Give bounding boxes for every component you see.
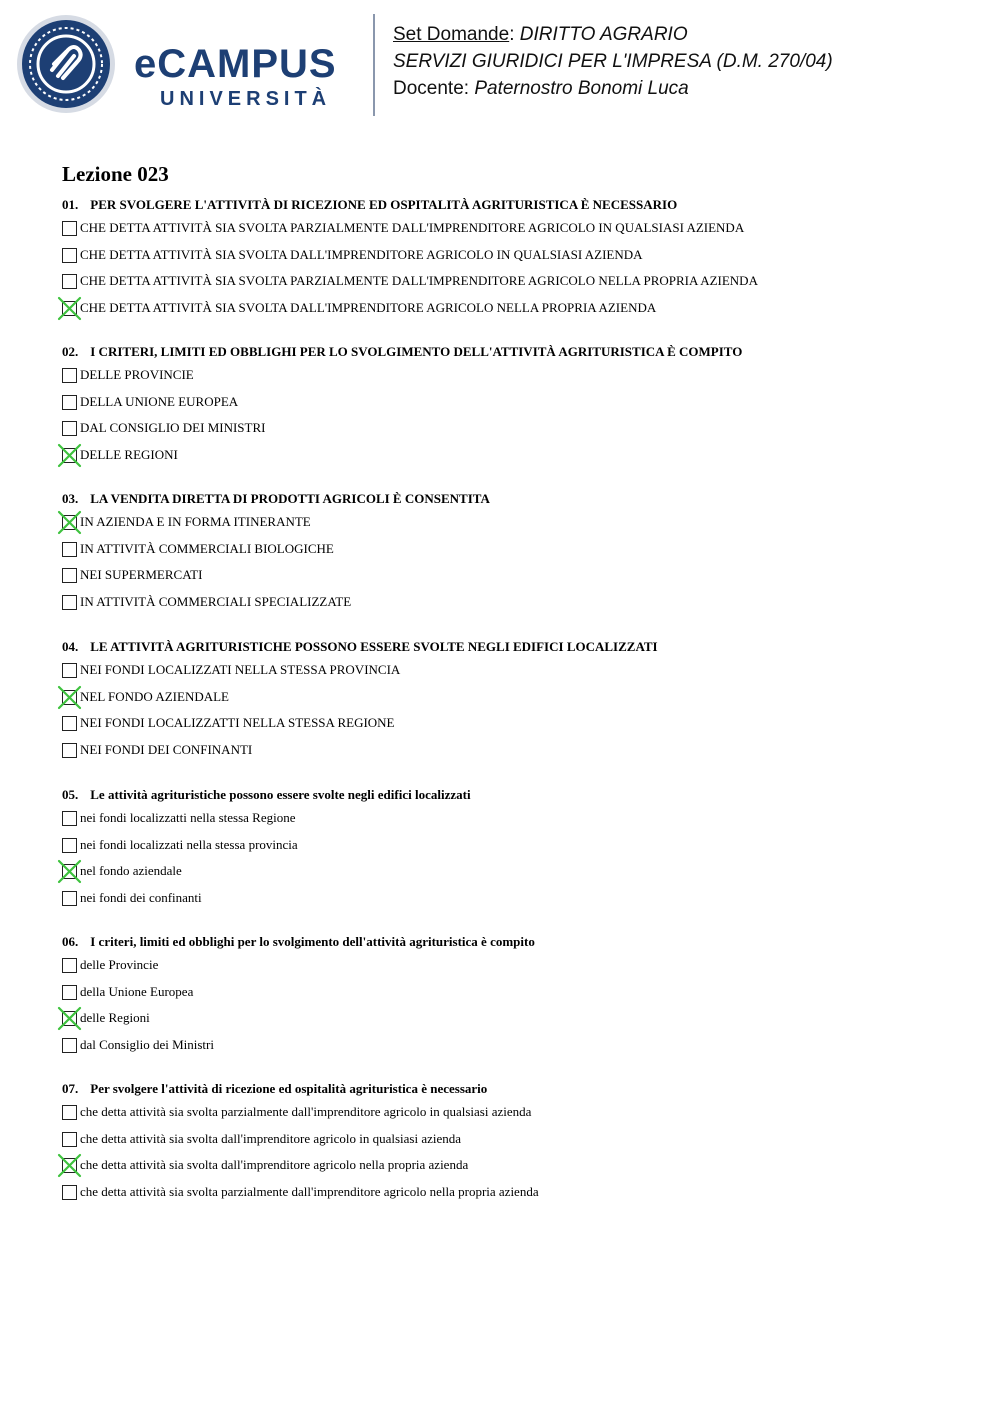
correct-answer-cross-icon bbox=[56, 509, 83, 536]
lesson-title: Lezione 023 bbox=[62, 162, 169, 186]
checkbox-unchecked bbox=[62, 542, 77, 557]
question-title bbox=[62, 491, 490, 507]
question-number: 01. bbox=[62, 197, 79, 212]
answer-option-text: IN ATTIVITÀ COMMERCIALI BIOLOGICHE bbox=[80, 540, 334, 556]
question-text: LA VENDITA DIRETTA DI PRODOTTI AGRICOLI È CONSENTITA bbox=[90, 491, 490, 506]
university-emblem-icon bbox=[16, 14, 116, 114]
logo-brand-text: eCAMPUS bbox=[134, 42, 337, 86]
answer-option-text: nei fondi localizzati nella stessa provincia bbox=[80, 836, 298, 852]
answer-option-text: NEI FONDI LOCALIZZATI NELLA STESSA PROVINCIA bbox=[80, 662, 401, 677]
question-number: 04. bbox=[62, 639, 79, 654]
checkbox-unchecked bbox=[62, 248, 77, 263]
university-logo bbox=[134, 44, 358, 114]
answer-option-text: DAL CONSIGLIO DEI MINISTRI bbox=[80, 420, 266, 435]
question-text: PER SVOLGERE L'ATTIVITÀ DI RICEZIONE ED OSPITALITÀ AGRITURISTICA È NECESSARIO bbox=[90, 197, 678, 212]
teacher-name: Paternostro Bonomi Luca bbox=[474, 78, 689, 99]
answer-option-text: che detta attività sia svolta dall'imprenditore agricolo in qualsiasi azienda bbox=[80, 1130, 462, 1146]
question-number: 06. bbox=[62, 934, 79, 949]
answer-option-text: che detta attività sia svolta dall'imprenditore agricolo nella propria azienda bbox=[80, 1157, 469, 1172]
question-text: Per svolgere l'attività di ricezione ed ospitalità agrituristica è necessario bbox=[90, 1081, 488, 1096]
answer-option-text: dal Consiglio dei Ministri bbox=[80, 1036, 214, 1052]
correct-answer-cross-icon bbox=[56, 295, 83, 322]
teacher-line bbox=[393, 78, 689, 100]
checkbox-unchecked bbox=[62, 838, 77, 853]
checkbox-unchecked bbox=[62, 1132, 77, 1147]
answer-option-text: delle Provincie bbox=[80, 957, 159, 972]
answer-option-text: CHE DETTA ATTIVITÀ SIA SVOLTA DALL'IMPRENDITORE AGRICOLO NELLA PROPRIA AZIENDA bbox=[80, 299, 657, 315]
question-number: 03. bbox=[62, 491, 79, 506]
answer-option-text: DELLA UNIONE EUROPEA bbox=[80, 393, 239, 409]
answer-option-text: IN ATTIVITÀ COMMERCIALI SPECIALIZZATE bbox=[80, 593, 352, 609]
answer-option-text: NEI FONDI DEI CONFINANTI bbox=[80, 741, 253, 757]
set-label: Set Domande bbox=[393, 24, 510, 45]
question-title bbox=[62, 787, 471, 803]
question-text: I CRITERI, LIMITI ED OBBLIGHI PER LO SVOLGIMENTO DELL'ATTIVITÀ AGRITURISTICA È COMPITO bbox=[90, 344, 743, 359]
checkbox-unchecked bbox=[62, 811, 77, 826]
question-title bbox=[62, 1081, 487, 1097]
checkbox-unchecked bbox=[62, 716, 77, 731]
answer-option-text: CHE DETTA ATTIVITÀ SIA SVOLTA PARZIALMENTE DALL'IMPRENDITORE AGRICOLO NELLA PROPRIA AZIENDA bbox=[80, 273, 758, 288]
answer-option-text: CHE DETTA ATTIVITÀ SIA SVOLTA PARZIALMENTE DALL'IMPRENDITORE AGRICOLO IN QUALSIASI AZIENDA bbox=[80, 220, 745, 235]
answer-option-text: CHE DETTA ATTIVITÀ SIA SVOLTA DALL'IMPRENDITORE AGRICOLO IN QUALSIASI AZIENDA bbox=[80, 246, 643, 262]
checkbox-unchecked bbox=[62, 958, 77, 973]
correct-answer-cross-icon bbox=[56, 858, 83, 885]
question-text: Le attività agrituristiche possono essere svolte negli edifici localizzati bbox=[90, 787, 471, 802]
question-title bbox=[62, 197, 677, 213]
answer-option-text: che detta attività sia svolta parzialmente dall'imprenditore agricolo in qualsiasi azienda bbox=[80, 1104, 532, 1119]
answer-option-text: nei fondi dei confinanti bbox=[80, 889, 202, 905]
checkbox-unchecked bbox=[62, 368, 77, 383]
answer-option-text: che detta attività sia svolta parzialmente dall'imprenditore agricolo nella propria azienda bbox=[80, 1183, 539, 1199]
correct-answer-cross-icon bbox=[56, 1005, 83, 1032]
page-header bbox=[0, 0, 1000, 130]
answer-option-text: della Unione Europea bbox=[80, 983, 194, 999]
answer-option-text: delle Regioni bbox=[80, 1010, 150, 1025]
question-title bbox=[62, 344, 742, 360]
question-text: LE ATTIVITÀ AGRITURISTICHE POSSONO ESSERE SVOLTE NEGLI EDIFICI LOCALIZZATI bbox=[90, 639, 658, 654]
question-number: 05. bbox=[62, 787, 79, 802]
question-title bbox=[62, 639, 658, 655]
answer-option-text: NEI FONDI LOCALIZZATTI NELLA STESSA REGIONE bbox=[80, 715, 395, 730]
question-title bbox=[62, 934, 535, 950]
checkbox-unchecked bbox=[62, 421, 77, 436]
answer-option-text: NEI SUPERMERCATI bbox=[80, 567, 203, 582]
course-name: SERVIZI GIURIDICI PER L'IMPRESA (D.M. 270/04) bbox=[393, 51, 833, 72]
header-divider bbox=[373, 14, 375, 116]
set-subject-line: Set Domande: DIRITTO AGRARIO bbox=[393, 24, 688, 45]
checkbox-unchecked bbox=[62, 985, 77, 1000]
answer-option-text: nei fondi localizzatti nella stessa Regione bbox=[80, 810, 296, 825]
checkbox-unchecked bbox=[62, 568, 77, 583]
answer-option-text: DELLE PROVINCIE bbox=[80, 367, 194, 382]
logo-sub-text: UNIVERSITÀ bbox=[160, 88, 332, 110]
question-number: 02. bbox=[62, 344, 79, 359]
checkbox-unchecked bbox=[62, 274, 77, 289]
checkbox-unchecked bbox=[62, 221, 77, 236]
answer-option-text: NEL FONDO AZIENDALE bbox=[80, 688, 229, 704]
answer-option-text: DELLE REGIONI bbox=[80, 446, 178, 462]
checkbox-unchecked bbox=[62, 1038, 77, 1053]
correct-answer-cross-icon bbox=[56, 1152, 83, 1179]
checkbox-unchecked bbox=[62, 891, 77, 906]
correct-answer-cross-icon bbox=[56, 442, 83, 469]
checkbox-unchecked bbox=[62, 743, 77, 758]
subject-name: DIRITTO AGRARIO bbox=[519, 24, 688, 45]
correct-answer-cross-icon bbox=[56, 684, 83, 711]
answer-option-text: nel fondo aziendale bbox=[80, 863, 182, 878]
checkbox-unchecked bbox=[62, 663, 77, 678]
checkbox-unchecked bbox=[62, 595, 77, 610]
teacher-label: Docente: bbox=[393, 78, 470, 99]
checkbox-unchecked bbox=[62, 1105, 77, 1120]
checkbox-unchecked bbox=[62, 395, 77, 410]
answer-option-text: IN AZIENDA E IN FORMA ITINERANTE bbox=[80, 514, 311, 529]
checkbox-unchecked bbox=[62, 1185, 77, 1200]
question-number: 07. bbox=[62, 1081, 79, 1096]
question-text: I criteri, limiti ed obblighi per lo svolgimento dell'attività agrituristica è compito bbox=[90, 934, 535, 949]
